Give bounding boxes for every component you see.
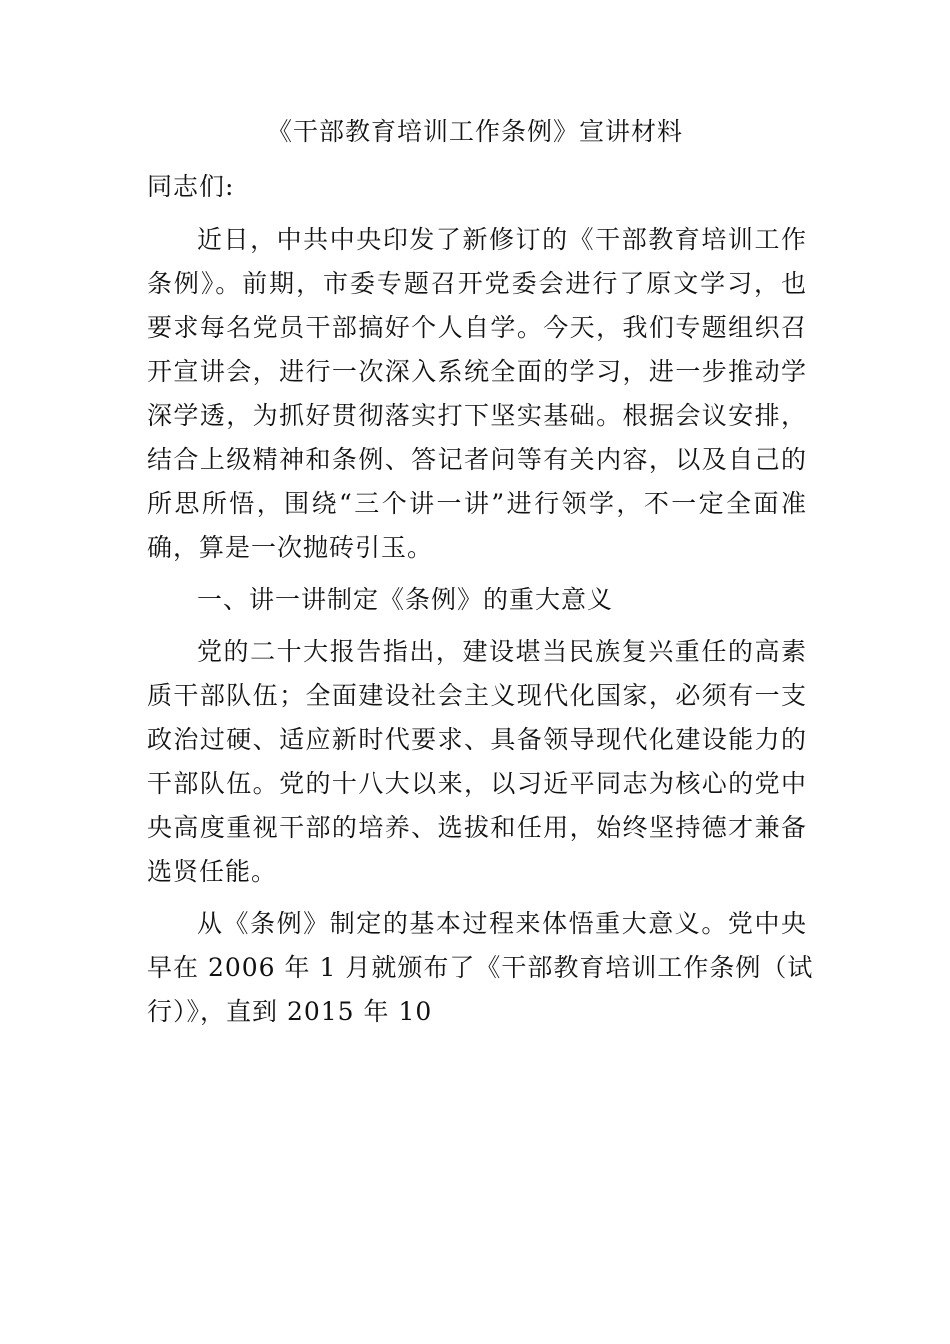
paragraph-1-line-6: 结合上级精神和条例、答记者问等有关内容，以及自己的 — [147, 445, 807, 474]
paragraph-3-line-3: 行）》，直到 2015 年 10 — [147, 997, 433, 1026]
paragraph-1-line-5: 深学透，为抓好贯彻落实打下坚实基础。根据会议安排， — [147, 401, 807, 430]
paragraph-2-line-1: 党的二十大报告指出，建设堪当民族复兴重任的高素 — [197, 637, 807, 666]
paragraph-1-line-2: 条例》。前期，市委专题召开党委会进行了原文学习，也 — [147, 269, 807, 298]
paragraph-2-line-3: 政治过硬、适应新时代要求、具备领导现代化建设能力的 — [147, 725, 807, 754]
paragraph-1-line-8: 确，算是一次抛砖引玉。 — [147, 533, 434, 562]
paragraph-1-line-4: 开宣讲会，进行一次深入系统全面的学习，进一步推动学 — [147, 357, 807, 386]
paragraph-2-line-6: 选贤任能。 — [147, 857, 278, 886]
section-heading-1: 一、讲一讲制定《条例》的重大意义 — [197, 585, 614, 614]
salutation: 同志们: — [147, 172, 235, 201]
paragraph-1-line-3: 要求每名党员干部搞好个人自学。今天，我们专题组织召 — [147, 313, 807, 342]
paragraph-2-line-5: 央高度重视干部的培养、选拔和任用，始终坚持德才兼备 — [147, 813, 807, 842]
paragraph-2-line-4: 干部队伍。党的十八大以来，以习近平同志为核心的党中 — [147, 769, 807, 798]
paragraph-3-line-1: 从《条例》制定的基本过程来体悟重大意义。党中央 — [197, 909, 807, 938]
paragraph-2-line-2: 质干部队伍；全面建设社会主义现代化国家，必须有一支 — [147, 681, 807, 710]
paragraph-1-line-7: 所思所悟，围绕“三个讲一讲”进行领学，不一定全面准 — [147, 489, 807, 518]
paragraph-1-line-1: 近日，中共中央印发了新修订的《干部教育培训工作 — [197, 225, 807, 254]
document-title: 《干部教育培训工作条例》宣讲材料 — [266, 117, 683, 146]
paragraph-3-line-2: 早在 2006 年 1 月就颁布了《干部教育培训工作条例（试 — [147, 953, 814, 982]
